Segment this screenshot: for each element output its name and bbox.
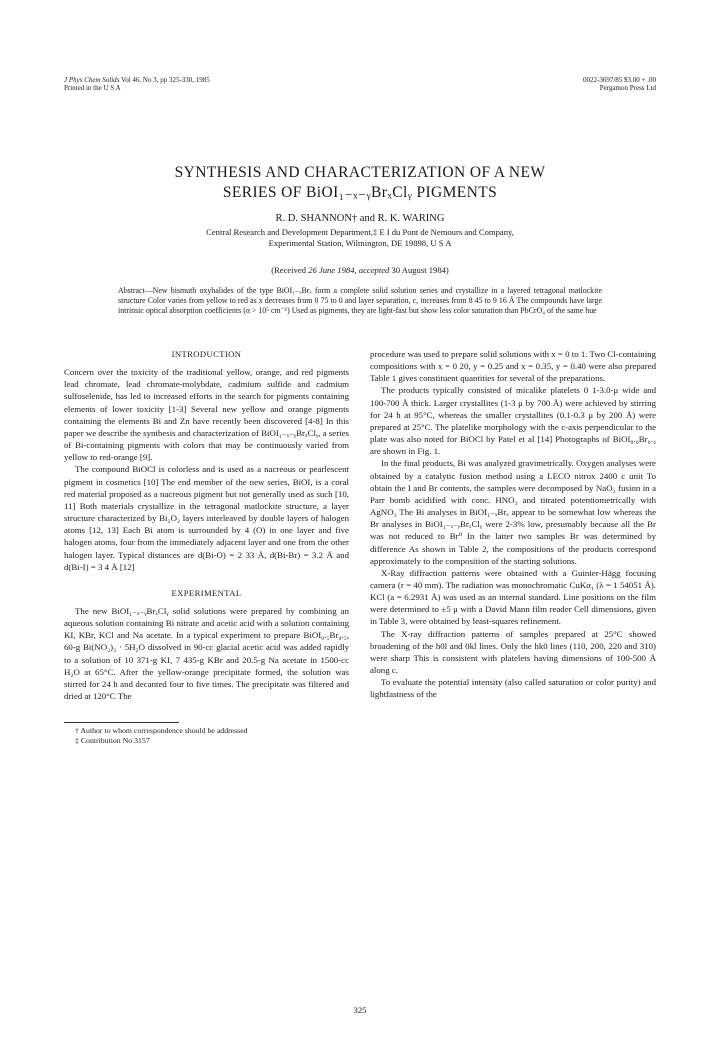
footnote-rule (64, 722, 179, 723)
received-date: 26 June 1984, (306, 265, 359, 275)
footnote-correspondence: † Author to whom correspondence should be addressed (75, 726, 248, 736)
footnote-contribution: ‡ Contribution No 3157 (75, 736, 150, 746)
experimental-paragraph: The new BiOI₁₋ₓ₋ᵧBrₓClᵧ solid solutions were prepared by combining an aqueous solution containing Bi nitrate and acetic acid with a solution containing KI, KBr, KCl and Na acetate. In a typical experiment to prepare BiOI₀.₅Br₀.₅, 60-g Bi(NO₃)₃ · 5H₂O dissolved in 90-cc glacial acetic acid was added rapidly to a solution of 10 371-g KI, 7 435-g KBr and 20.5-g Na acetate in 1500-cc H₂O at 65°C. After the yellow-orange precipitate formed, the solution was stirred for 24 h and decanted four to five times. The precipitate was filtered and dried at 120°C The (64, 605, 349, 702)
paper-title (60, 163, 660, 203)
accepted-date: 30 August 1984) (389, 265, 449, 275)
body-paragraph: procedure was used to prepare solid solutions with x = 0 to 1. Two Cl-containing compositions with x = 0 20, y = 0.25 and x = 0.35, y = 0.40 were also prepared Table 1 gives constituent quantities for several of the preparations. (370, 349, 656, 384)
experimental-heading: EXPERIMENTAL (171, 587, 242, 598)
journal-header-left (64, 76, 210, 92)
printed-in: Printed in the U S A (64, 84, 121, 92)
issn-price: 0022-3697/85 $3.00 + .00 (583, 76, 656, 84)
publisher: Pergamon Press Ltd (599, 84, 656, 92)
affiliation-line-1: Central Research and Development Department,‡ E I du Pont de Nemours and Company, (206, 227, 514, 237)
body-paragraph: To evaluate the potential intensity (also called saturation or color purity) and lightfastness of the (370, 677, 656, 700)
body-paragraph: X-Ray diffraction patterns were obtained with a Guinier-Hägg focusing camera (r = 40 mm). The radiation was monochromatic CuKα₁ (λ = 1 54051 Å). KCl (a = 6.2931 Å) was used as an internal standard. Line positions on the film were determined to ±5 μ with a David Mann film reader Cell dimensions, given in Table 3, were obtained by least-squares refinement. (370, 567, 656, 627)
received-prefix: (Received (271, 265, 307, 275)
intro-paragraph: The compound BiOCl is colorless and is used as a nacreous or pearlescent pigment in cosmetics [10] The end member of the new series, BiOI, is a coral red material proposed as a nacreous pigment but not generally used as such [10, 11] Both materials crystallize in the tetragonal matlockite structure, a layer structure characterized by Bi₂O₂ layers interleaved by double layers of halogen atoms [12, 13] Each Bi atom is surrounded by 4 (O) in one layer and five halogen atoms, four from the immediately adjacent layer and one from the other halogen layer. Typical distances are d(Bi-O) = 2 33 Å, d(Bi-Br) = 3.2 Å and d(Bi-I) = 3 4 Å [12] (64, 464, 349, 572)
abstract-label: Abstract (118, 286, 145, 295)
received-dates (60, 265, 660, 276)
abstract (118, 286, 602, 316)
title-line-1: SYNTHESIS AND CHARACTERIZATION OF A NEW (174, 164, 546, 181)
page-number: 325 (353, 1005, 367, 1015)
journal-header-right (583, 76, 656, 92)
authors: R. D. SHANNON† and R. K. WARING (275, 213, 445, 224)
abstract-text: —New bismuth oxyhalides of the type BiOI₁₋ₓBrₓ form a complete solid solution series and crystallize in a layered tetragonal matlockite structure Color varies from yellow to red as x decreases from 0 75 to 0 and layer separation, c, increases from 8 45 to 9 16 Å The compounds have large intrinsic optical absorption coefficients (α > 10⁵ cm⁻¹) Used as pigments, they are light-fast but show less color saturation than PbCrO₄ of the same hue (118, 286, 602, 315)
left-column (64, 348, 349, 746)
introduction-heading: INTRODUCTION (171, 349, 242, 359)
affiliation (100, 227, 620, 249)
affiliation-line-2: Experimental Station, Wilmington, DE 19898, U S A (268, 238, 452, 248)
title-line-2: SERIES OF BiOI₁₋ₓ₋ᵧBrₓClᵧ PIGMENTS (222, 184, 498, 201)
journal-name: J Phys Chem Solids (64, 76, 120, 84)
volume-info: Vol 46, No 3, pp 325-330, 1985 (119, 76, 210, 84)
intro-paragraph: Concern over the toxicity of the traditional yellow, orange, and red pigments lead chromate, lead chromate-molybdate, cadmium sulfide and cadmium sulfoselenide, has led to increased efforts in the search for pigments containing elements of lower toxicity [1-3] Several new yellow and orange pigments containing the elements Bi and Zn have recently been discovered [4-8] In this paper we describe the synthesis and characterization of BiOI₁₋ₓ₋ᵧBrₓClᵧ, a series of Bi-containing pigments with colors that may be continuously varied from yellow to red-orange [9]. (64, 367, 349, 463)
body-paragraph: In the final products, Bi was analyzed gravimetrically. Oxygen analyses were obtained by a catalytic fusion method using a LECO nitrox 2400 c unit To obtain the I and Br contents, the samples were decomposed by NaO₂ fusion in a Parr bomb acidified with conc. HNO₃ and titrated potentiometrically with AgNO₃ The Bi analyses in BiOI₁₋ₓBrₓ appear to be somewhat low whereas the Br analyses in BiOI₁₋ₓ₋ᵧBrₓClᵧ were 2-3% low, presumably because all the Br was not reduced to Br⁰ In the latter two samples Br was determined by difference As shown in Table 2, the compositions of the products correspond approximately to the composition of the starting solutions. (370, 458, 656, 566)
body-paragraph: The products typically consisted of micalike platelets 0 1-3.0-μ wide and 100-700 Å thick. Larger crystallites (1-3 μ by 700 Å) were achieved by stirring for 24 h at 95°C, whereas the smaller crystallites (0.1-0.3 μ by 200 Å) were prepared at 25°C. The platelike morphology with the c-axis perpendicular to the plate was also noted for BiOCl by Patel et al [14] Photographs of BiOI₀.₆Br₀.₄ are shown in Fig. 1. (370, 385, 656, 457)
accepted-label: accepted (358, 265, 390, 275)
body-paragraph: The X-ray diffraction patterns of samples prepared at 25°C showed broadening of the h0l and 0kl lines. Only the hk0 lines (110, 200, 220 and 310) were sharp This is consistent with platelets having dimensions of 100-500 Å along c. (370, 628, 656, 676)
right-column (370, 348, 656, 701)
